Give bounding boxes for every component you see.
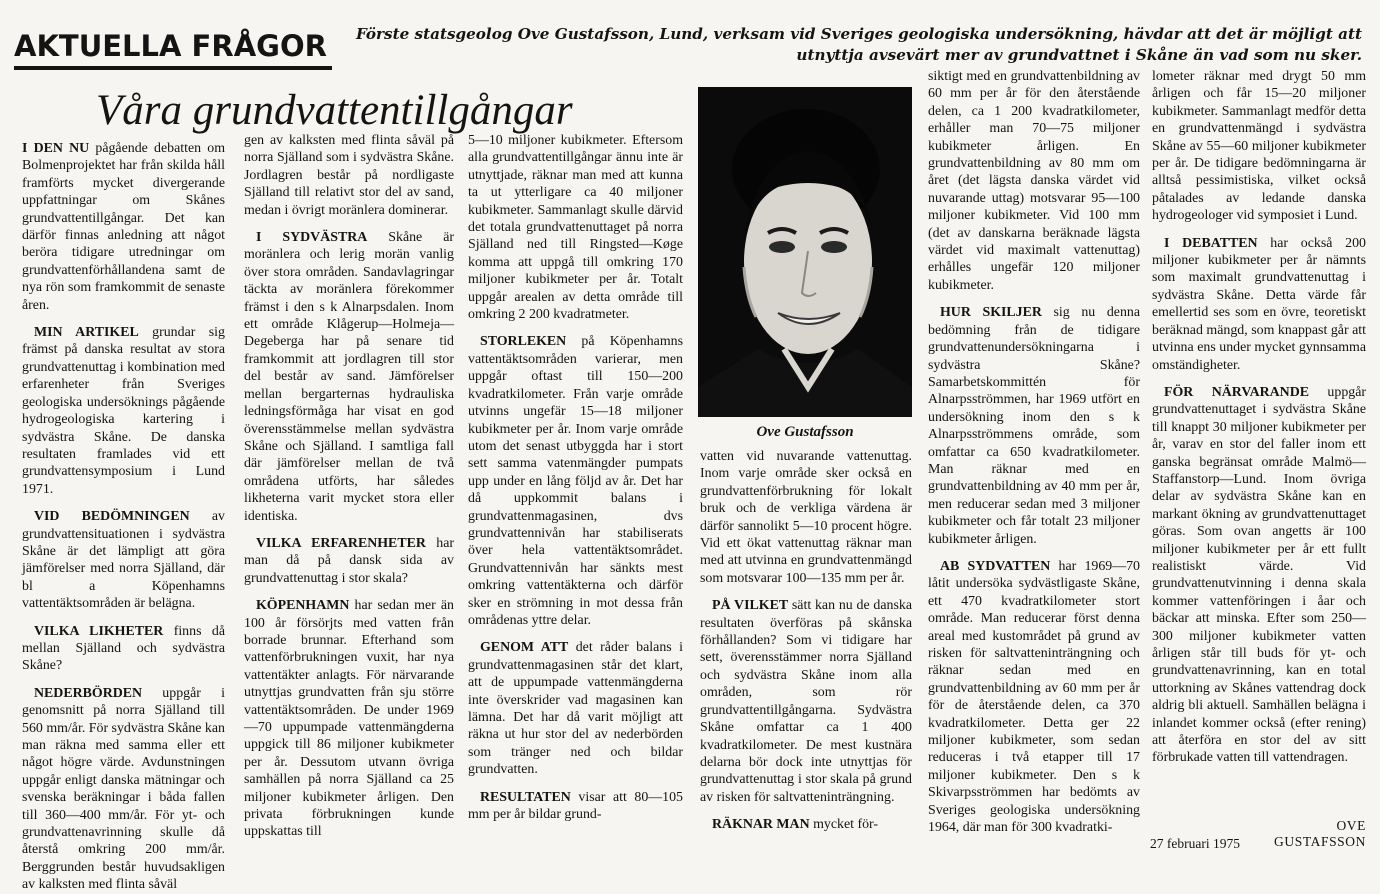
paragraph: siktigt med en grundvattenbildning av 60 mm per år för den återstående delen, ca 1 200 kvadratkilometer, erhåller man 70—75 miljoner kubikmeter årligen. En grundvattenbildning av 80 mm om året (det lägsta danska värdet vid nuvarande uttag) motsvarar 95—100 miljoner kubikmeter. Vid 100 mm (det av danskarna beräknade lägsta värdet vid maximalt vattenuttag) erhålles ungefär 120 miljoner kubikmeter. — [928, 69, 1140, 293]
paragraph: NEDERBÖRDEN uppgår i genomsnitt på norra Själland till 560 mm/år. För sydvästra Skåne kan man räkna med samma eller ett något högre värde. Avdunstningen uppgår enligt danska mätningar och svenska beräkningar i båda fallen till 360—400 mm/år. För yt- och grundvattenavrinning skulle då återstå omkring 200 mm/år. Berggrunden består huvudsakligen av kalksten med flinta såväl — [22, 685, 225, 893]
paragraph: VILKA ERFARENHETER har man då på dansk sida av grundvattenuttag i stor skala? — [244, 535, 454, 586]
paragraph: lometer räknar med drygt 50 mm årligen och får 15—20 miljoner kubikmeter. Sammanlagt medför detta en grundvattenmängd i sydvästra Skåne av 55—60 miljoner kubikmeter per år. De tidigare bedömningarna är alltså pessimistiska, vilket också påtalades av ledande danska hydrogeologer vid symposiet i Lund. — [1152, 69, 1366, 224]
paragraph: RESULTATEN visar att 80—105 mm per år bildar grund- — [468, 789, 683, 823]
author-signature: OVE GUSTAFSSON — [1274, 818, 1366, 849]
publication-date: 27 februari 1975 — [1150, 836, 1240, 851]
article-column-6 — [1152, 68, 1366, 816]
paragraph: I SYDVÄSTRA Skåne är moränlera och lerig morän vanlig över stora områden. Sandavlagringar täckta av moränlera förekommer främst i den s k Alnarpsdalen. Inom ett område Klågerup—Holmeja—Degeberga har på senare tid framkommit att jordlagren till stor del består av sand. Jämförelser mellan bergarternas hydrauliska ledningsförmåga har visat en god överensstämmelse mellan sydvästra Skåne och Själland. I samtliga fall där jämförelser mellan de två områdena utförts, har således likheterna varit mycket stora eller identiska. — [244, 230, 454, 524]
photo-caption: Ove Gustafsson — [756, 424, 854, 440]
article-column-5 — [928, 68, 1140, 850]
paragraph: GENOM ATT det råder balans i grundvattenmagasinen står det klart, att de uppumpade vattenmängderna inte överskrider vad magasinen kan lämna. Det har då varit möjligt att räkna ut hur stor del av nederbörden som tränger ned och bildar grundvatten. — [468, 640, 683, 778]
paragraph: vatten vid nuvarande vattenuttag. Inom varje område sker också en grundvattenförbrukning för lokalt bruk och de verkliga värdena är därför sannolikt 5—10 procent högre. Vid ett ökat vattenuttag räknar man med att utvinna en grundvattenmängd som motsvarar 100—135 mm per år. — [700, 449, 912, 586]
paragraph: 5—10 miljoner kubikmeter. Eftersom alla grundvattentillgångar ännu inte är utnyttjade, räknar man med att kunna ta ut ytterligare ca 40 miljoner kubikmeter. Sammanlagt skulle därvid det totala grundvattenuttaget på norra Själland ned till Ringsted—Køge komma att uppgå till omkring 170 miljoner kubikmeter per år. Totalt uppgår arealen av detta område till omkring 2 200 kvadratmeter. — [468, 133, 683, 323]
paragraph: RÄKNAR MAN mycket för- — [712, 817, 878, 833]
paragraph: VILKA LIKHETER finns då mellan Själland och sydvästra Skåne? — [22, 623, 225, 674]
paragraph: PÅ VILKET sätt kan nu de danska resultaten överföras på skånska förhållanden? Som vi tidigare har sett, överensstämmer norra Själland och sydvästra Skåne inom alla områden, som rör grundvattentillgångarna. Sydvästra Skåne omfattar ca 1 400 kvadratkilometer. De mest kustnära delarna bör dock inte utnyttjas för grundvattenuttag i stor skala på grund av risken för saltvatteninträngning. — [700, 598, 912, 805]
paragraph: HUR SKILJER sig nu denna bedömning från de tidigare grundvattenundersökningarna i sydvästra Skåne? Samarbetskommittén för Alnarpsströmmen, har 1969 utfört en undersökning inom den s k Alnarpsströmmens område, som omfattar ca 650 kvadratkilometer. Man räknar med en grundvattenbildning av 40 mm per år, men reducerar sedan med 3 miljoner kubikmeter och får totalt 23 miljoner kubikmeter årligen. — [928, 305, 1140, 547]
article-deck: Förste statsgeolog Ove Gustafsson, Lund, verksam vid Sveriges geologiska undersökning, hävdar att det är möjligt att utnyttja avsevärt mer av grundvattnet i Skåne än vad som nu sker. — [355, 25, 1362, 64]
article-column-3 — [468, 132, 683, 850]
paragraph: STORLEKEN på Köpenhamns vattentäktsområden varierar, men uppgår oftast till 150—200 kvadratkilometer. Från varje område utvinns ungefär 15—18 miljoner kubikmeter per år. Inom varje område utom det senast utbyggda har i stort sett samma vatenmängder pumpats upp under en lång följd av år. Det har då uppkommit balans i grundvattenmagasinen, dvs grundvattennivån har stabiliserats över hela vattentäktsområdet. Grundvattennivån har sänkts mest omkring vattentäkterna och därför sker en strömning in mot dessa från områdenas yttre delar. — [468, 334, 683, 628]
author-portrait-photo — [698, 87, 912, 417]
paragraph: VID BEDÖMNINGEN av grundvattensituationen i sydvästra Skåne är det lämpligt att göra jämförelser med norra Själland, där bl a Köpenhamns vattentäktsområden är belägna. — [22, 509, 225, 612]
paragraph: FÖR NÄRVARANDE uppgår grundvattenuttaget i sydvästra Skåne till knappt 30 miljoner kubikmeter per år, varav en stor del faller inom ett ganska begränsat område Malmö—Staffanstorp—Lund. Inom övriga delar av sydvästra Skåne kan en markant ökning av grundvattenuttaget göras. Som ovan angetts är 100 miljoner kubikmeter per år ett fullt realistiskt värde. Vid grundvattenutvinning i denna skala kommer vattenföringen i åar och bäckar att minska. Efter som 250—300 miljoner kubikmeter vatten årligen står till buds för yt- och grundvattenavrinning, kan en total uttorkning av Skånes vattendrag dock aldrig bli aktuell. Samhällen belägna i inlandet kommer också (efter rening) att återföra en stor del av sitt förbrukade vatten till vattendragen. — [1152, 384, 1367, 766]
paragraph: gen av kalksten med flinta såväl på norra Själland som i sydvästra Skåne. Jordlagren består på nordligaste Själland till relativt stor del av sand, medan i övrigt moränlera dominerar. — [244, 133, 454, 218]
paragraph: MIN ARTIKEL grundar sig främst på danska resultat av stora grundvattenuttag i kombination med erfarenheter från Sveriges geologiska undersöknings pågående hydrogeologiska kartering i sydvästra Skåne. De danska resultaten framlades vid ett grundvattensymposium i Lund 1971. — [22, 325, 225, 497]
paragraph: I DEBATTEN har också 200 miljoner kubikmeter per år nämnts som maximalt grundvattenuttag i sydvästra Skåne. Detta värde får emellertid ses som en övre, teoretiskt beräknad mängd, som knappast går att utvinna ens under mycket gynnsamma omständigheter. — [1152, 235, 1366, 373]
paragraph: I DEN NU pågående debatten om Bolmenprojektet har från skilda håll framförts mycket divergerande uppfattningar om Skånes grundvattentillgångar. Det kan därför finnas anledning att något beröra tidigare utredningar om grundvattenförhållandena samt de nya rön som framkommit de senaste åren. — [22, 141, 225, 313]
article-column-2 — [244, 132, 454, 850]
paragraph: KÖPENHAMN har sedan mer än 100 år försörjts med vatten från borrade brunnar. Efterhand som vattenförbrukningen vuxit, har nya vattentäkter anlagts. För närvarande utnyttjas grundvatten från sju större vattentäktsområden. De under 1969—70 uppumpade vattenmängderna uppgick till 86 miljoner kubikmeter per år. Dessutom utvann övriga samhällen på norra Själland ca 25 miljoner kubikmeter årligen. Den privata förbrukningen kunde uppskattas till — [244, 598, 454, 840]
portrait-illustration — [698, 87, 912, 417]
article-column-1 — [22, 140, 225, 893]
section-kicker: AKTUELLA FRÅGOR — [14, 26, 332, 70]
paragraph: AB SYDVATTEN har 1969—70 låtit undersöka sydvästligaste Skåne, ett 470 kvadratkilometer stort område. Man reducerar först denna areal med kustområdet på grund av risken för saltvatteninträngning och räknar sedan med en grundvattenbildning av 60 mm per år för de återstående delen, ca 370 kvadratkilometer. Detta ger 22 miljoner kubikmeter, som sedan reduceras i två etapper till 17 miljoner kubikmeter. Den s k Skivarpsströmmen har bedömts av Sveriges geologiska undersökning 1964, där man för 300 kvadratki- — [928, 558, 1141, 836]
article-headline: Våra grundvattentillgångar — [96, 87, 573, 134]
article-column-4 — [700, 448, 912, 850]
